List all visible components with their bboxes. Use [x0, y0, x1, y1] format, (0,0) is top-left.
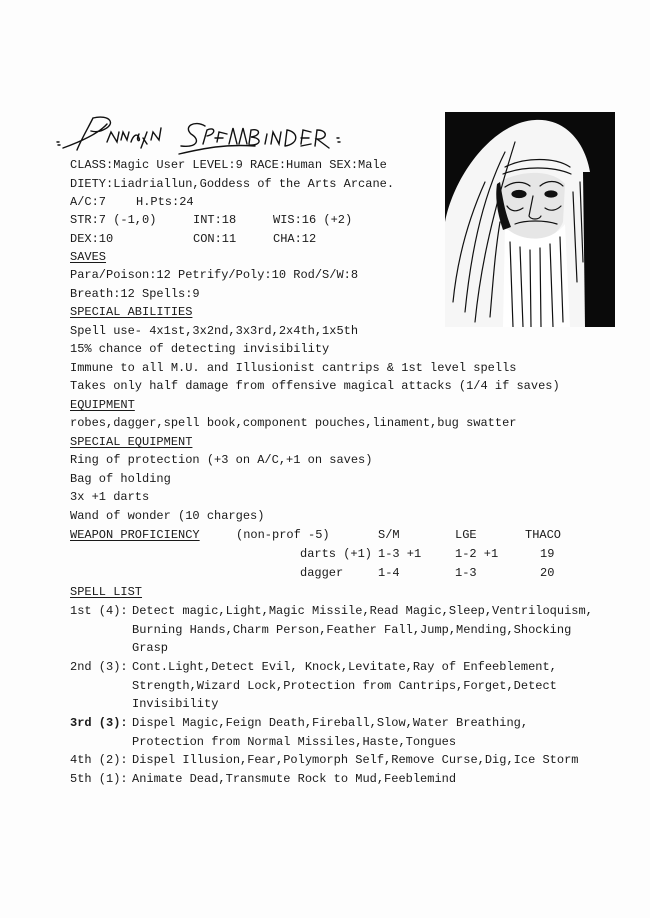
stat-dex: DEX:10: [70, 232, 114, 246]
saves-line-2: Breath:12 Spells:9: [70, 287, 200, 301]
wizard-portrait-image: [445, 112, 615, 327]
deity-line: DIETY:Liadriallun,Goddess of the Arts Arcane.: [70, 177, 395, 191]
spell-line: Dispel Magic,Feign Death,Fireball,Slow,Water Breathing,: [132, 716, 529, 730]
saves-line-1: Para/Poison:12 Petrify/Poly:10 Rod/S/W:8: [70, 268, 359, 282]
special-equipment-heading: SPECIAL EQUIPMENT: [70, 435, 193, 449]
spell-line: Cont.Light,Detect Evil, Knock,Levitate,Ray of Enfeeblement,: [132, 660, 557, 674]
ability-item: Immune to all M.U. and Illusionist cantrips & 1st level spells: [70, 361, 517, 375]
special-abilities-heading: SPECIAL ABILITIES: [70, 305, 193, 319]
column-header-sm: S/M: [378, 528, 400, 542]
weapon-damage-sm: 1-3 +1: [378, 547, 422, 561]
stat-str: STR:7 (-1,0): [70, 213, 157, 227]
spell-line: Detect magic,Light,Magic Missile,Read Magic,Sleep,Ventriloquism,: [132, 604, 593, 618]
non-proficiency-note: (non-prof -5): [236, 528, 330, 542]
ability-item: 15% chance of detecting invisibility: [70, 342, 330, 356]
spell-level-label: 3rd (3):: [70, 716, 128, 730]
spell-level-label: 4th (2):: [70, 753, 128, 767]
weapon-thaco: 19: [540, 547, 555, 561]
character-name-signature: [55, 112, 355, 157]
spell-line: Protection from Normal Missiles,Haste,Tongues: [132, 735, 457, 749]
stat-wis: WIS:16 (+2): [273, 213, 353, 227]
equipment-item: robes,dagger,spell book,component pouches,linament,bug swatter: [70, 416, 517, 430]
weapon-damage-sm: 1-4: [378, 566, 400, 580]
weapon-name: dagger: [300, 566, 344, 580]
weapon-damage-lge: 1-2 +1: [455, 547, 499, 561]
ability-item: Takes only half damage from offensive magical attacks (1/4 if saves): [70, 379, 560, 393]
class-level-race-sex: CLASS:Magic User LEVEL:9 RACE:Human SEX:Male: [70, 158, 387, 172]
weapon-damage-lge: 1-3: [455, 566, 477, 580]
equipment-heading: EQUIPMENT: [70, 398, 135, 412]
spell-level-label: 1st (4):: [70, 604, 128, 618]
spell-line: Strength,Wizard Lock,Protection from Cantrips,Forget,Detect: [132, 679, 557, 693]
special-equipment-item: Ring of protection (+3 on A/C,+1 on saves): [70, 453, 373, 467]
spell-level-label: 5th (1):: [70, 772, 128, 786]
spell-line: Invisibility: [132, 697, 219, 711]
armor-class: A/C:7: [70, 195, 107, 209]
spell-line: Dispel Illusion,Fear,Polymorph Self,Remove Curse,Dig,Ice Storm: [132, 753, 579, 767]
spell-line: Grasp: [132, 641, 169, 655]
stat-int: INT:18: [193, 213, 237, 227]
special-equipment-item: Bag of holding: [70, 472, 171, 486]
spell-list-heading: SPELL LIST: [70, 585, 143, 599]
hit-points: H.Pts:24: [136, 195, 194, 209]
weapon-name: darts (+1): [300, 547, 373, 561]
ability-item: Spell use- 4x1st,3x2nd,3x3rd,2x4th,1x5th: [70, 324, 359, 338]
column-header-thaco: THACO: [525, 528, 562, 542]
special-equipment-item: 3x +1 darts: [70, 490, 150, 504]
spell-line: Animate Dead,Transmute Rock to Mud,Feeblemind: [132, 772, 457, 786]
weapon-proficiency-heading: WEAPON PROFICIENCY: [70, 528, 200, 542]
wizard-portrait-illustration: [445, 112, 615, 327]
column-header-lge: LGE: [455, 528, 477, 542]
stat-cha: CHA:12: [273, 232, 317, 246]
spell-line: Burning Hands,Charm Person,Feather Fall,Jump,Mending,Shocking: [132, 623, 572, 637]
stat-con: CON:11: [193, 232, 237, 246]
spell-level-label: 2nd (3):: [70, 660, 128, 674]
special-equipment-item: Wand of wonder (10 charges): [70, 509, 265, 523]
saves-heading: SAVES: [70, 250, 107, 264]
weapon-thaco: 20: [540, 566, 555, 580]
